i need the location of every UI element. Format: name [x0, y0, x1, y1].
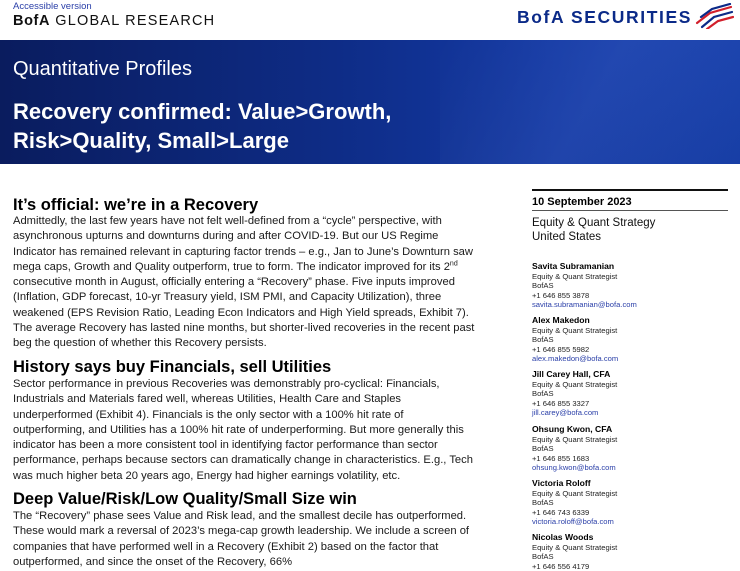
headline-line-2: Risk>Quality, Small>Large [13, 128, 289, 153]
analyst-card [532, 533, 728, 571]
accessible-version-link[interactable]: Accessible version [13, 1, 92, 12]
analyst-phone: +1 646 743 6339 [532, 507, 590, 517]
analyst-name: Nicolas Woods [532, 532, 594, 542]
headline-line-1: Recovery confirmed: Value>Growth, [13, 99, 392, 124]
report-date: 10 September 2023 [532, 196, 632, 208]
analyst-phone: +1 646 855 5982 [532, 344, 590, 354]
section-title: Quantitative Profiles [13, 58, 192, 80]
section-body-sectors: Sector performance in previous Recoveries was demonstrably pro-cyclical: Financials, Industrials and Materials fared well, whereas Utilities, Health Care and Staples underperformed (Exhibit 4). Financials is the only sector with a 100% hit rate of outperforming, and Utilities has a 100% hit rate of underperforming. But more generally this indicator has been a more consistent tool in identifying factor performance than sector performance, perhaps because sectors can dramatically change in characteristics. E.g., Tech was much higher beta 20 years ago, Energy had higher earnings volatility, etc. [13, 378, 473, 482]
department-info [532, 216, 655, 244]
analyst-card [532, 479, 728, 527]
analyst-card [532, 262, 728, 310]
analyst-title: Equity & Quant Strategist [532, 325, 618, 335]
analyst-card [532, 370, 728, 418]
ordinal-suffix: nd [449, 260, 458, 268]
department-name: Equity & Quant Strategy [532, 217, 656, 229]
section-heading-sectors: History says buy Financials, sell Utilities [13, 358, 332, 376]
analyst-firm: BofAS [532, 498, 554, 508]
analyst-phone: +1 646 855 1683 [532, 453, 590, 463]
analyst-name: Savita Subramanian [532, 261, 615, 271]
report-headline [13, 97, 573, 155]
section-heading-factors: Deep Value/Risk/Low Quality/Small Size win [13, 490, 357, 508]
analyst-name: Jill Carey Hall, CFA [532, 369, 611, 379]
brand-name: BofA SECURITIES [517, 7, 693, 27]
analyst-name: Victoria Roloff [532, 478, 591, 488]
department-region: United States [532, 231, 602, 243]
analyst-name: Alex Makedon [532, 315, 590, 325]
analyst-email-link[interactable]: ohsung.kwon@bofa.com [532, 463, 616, 473]
analyst-title: Equity & Quant Strategist [532, 271, 618, 281]
body-recovery-b: consecutive month in August, officially entering a “Recovery” phase. Five inputs improved (Inflation, GDP forecast, 10-yr Treasury yield, ISM PMI, and Capacity Utilization), three weakened (EPS Revision Ratio, Leading Econ Indicators and High Yield spreads, Exhibit 7). The average Recovery has lasted nine months, but shorter-lived recoveries in the recent past beg the question of whether this Recovery persists. [13, 276, 475, 350]
analyst-email-link[interactable]: alex.makedon@bofa.com [532, 354, 619, 364]
analyst-card [532, 316, 728, 364]
bofa-flag-logo-icon [694, 3, 734, 29]
analyst-name: Ohsung Kwon, CFA [532, 424, 613, 434]
analyst-email-link[interactable]: savita.subramanian@bofa.com [532, 300, 637, 310]
analyst-title: Equity & Quant Strategist [532, 434, 618, 444]
body-recovery-a: Admittedly, the last few years have not felt well-defined from a “cycle” perspective, with asynchronous upturns and downturns during and after COVID-19. But our US Regime Indicator has remained relevant in capturing factor trends – e.g., Jan to June’s Downturn saw mega caps, Growth and Quality outperform, true to form. The indicator improved for its 2 [13, 215, 473, 273]
analyst-title: Equity & Quant Strategist [532, 488, 618, 498]
section-body-recovery [13, 214, 475, 352]
analyst-firm: BofAS [532, 552, 554, 562]
sidebar-rule-date [532, 210, 728, 211]
analyst-title: Equity & Quant Strategist [532, 542, 618, 552]
analyst-title: Equity & Quant Strategist [532, 379, 618, 389]
analyst-phone: +1 646 556 4179 [532, 561, 590, 571]
analyst-email-link[interactable]: victoria.roloff@bofa.com [532, 517, 614, 527]
global-research-prefix: BofA [13, 13, 51, 29]
top-bar [0, 0, 740, 40]
section-heading-recovery: It’s official: we’re in a Recovery [13, 196, 259, 214]
analyst-phone: +1 646 855 3878 [532, 290, 590, 300]
analyst-firm: BofAS [532, 389, 554, 399]
title-banner [0, 40, 740, 164]
analyst-card [532, 425, 728, 473]
sidebar-rule-top [532, 189, 728, 191]
analyst-firm: BofAS [532, 281, 554, 291]
analyst-phone: +1 646 855 3327 [532, 398, 590, 408]
analyst-firm: BofAS [532, 335, 554, 345]
global-research-text: GLOBAL RESEARCH [55, 13, 216, 29]
section-body-factors: The “Recovery” phase sees Value and Risk lead, and the smallest decile has outperformed. These would mark a reversal of 2023’s mega-cap growth leadership. We include a screen of companies that have performed well in a Recovery (Exhibit 2) based on the factor that outperformed, and since the onset of the Recovery, 66% [13, 510, 470, 568]
analyst-email-link[interactable]: jill.carey@bofa.com [532, 408, 599, 418]
analyst-firm: BofAS [532, 444, 554, 454]
global-research-label [13, 13, 215, 29]
